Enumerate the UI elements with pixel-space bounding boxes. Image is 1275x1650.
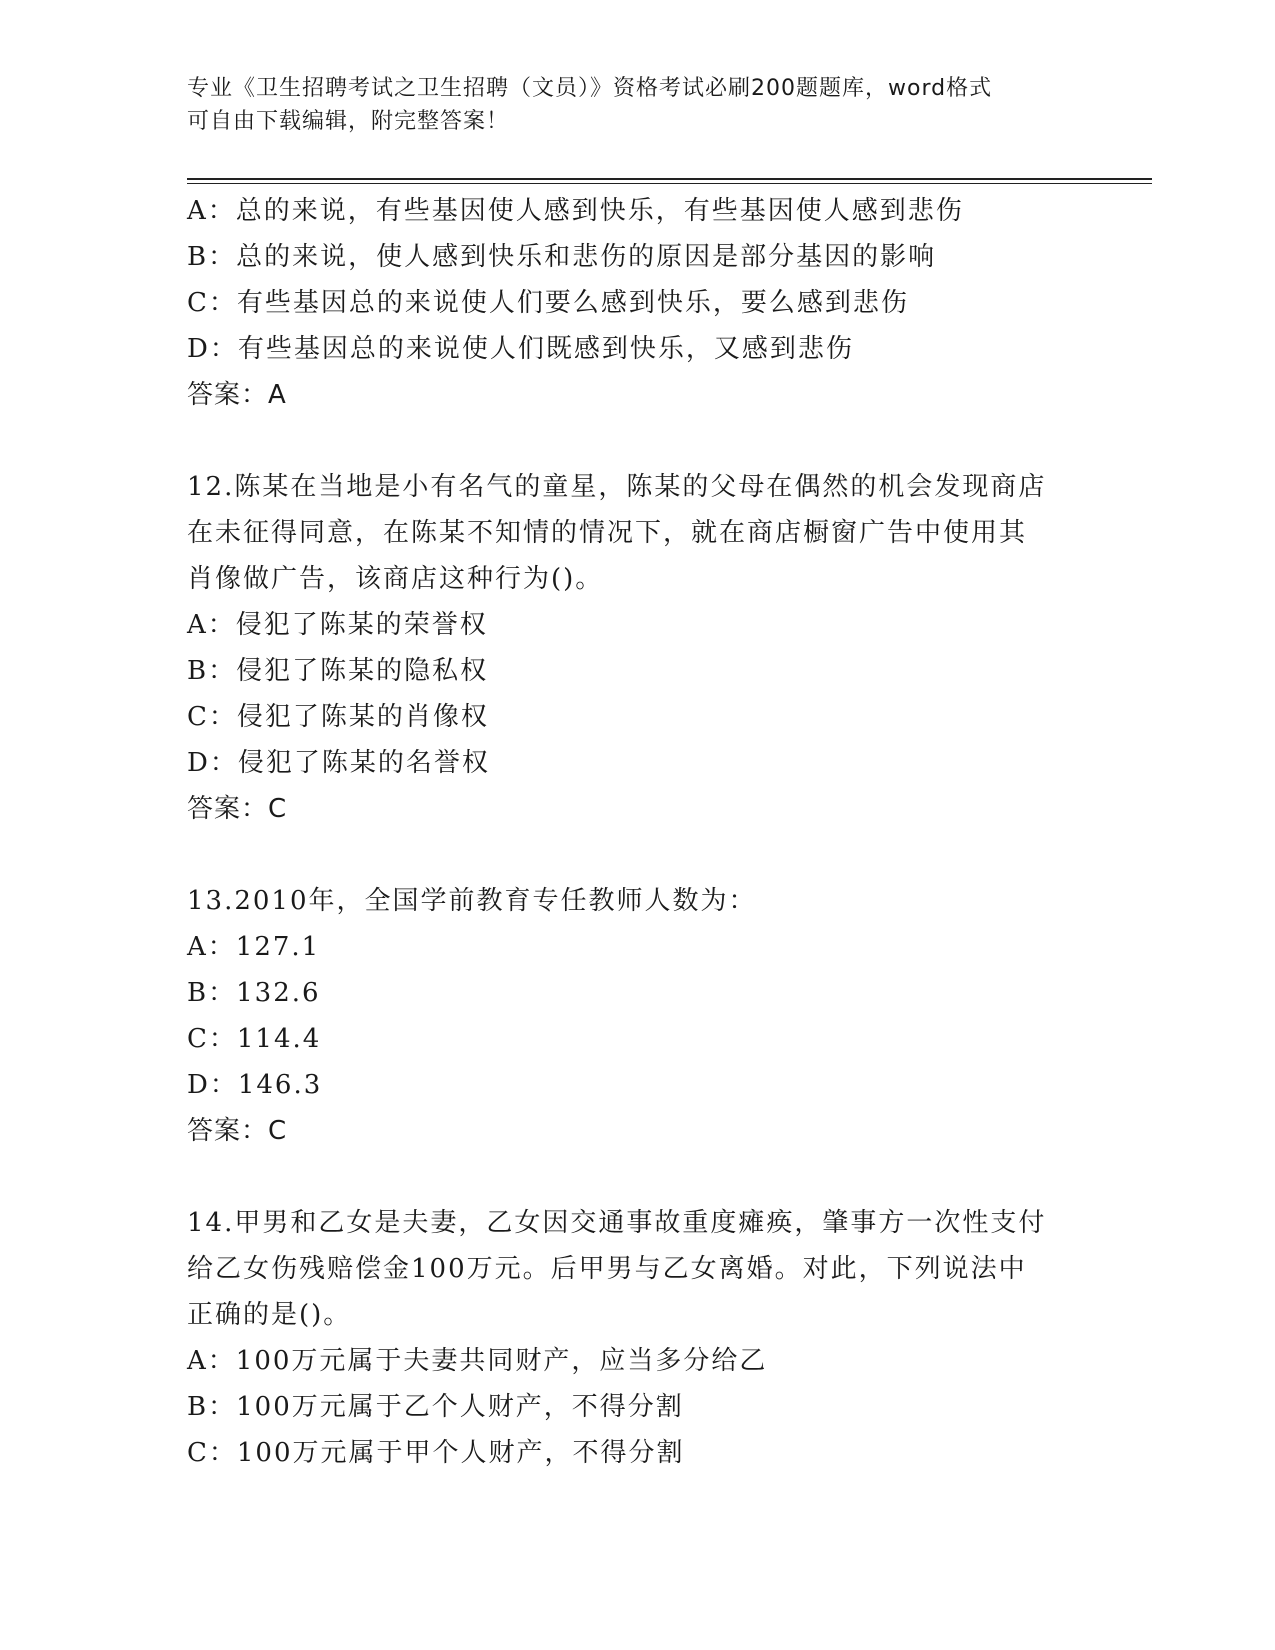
header-divider-thin bbox=[187, 183, 1152, 184]
document-header bbox=[187, 72, 1067, 138]
option-c: C：侵犯了陈某的肖像权 bbox=[187, 702, 489, 732]
question-stem-line: 在未征得同意，在陈某不知情的情况下，就在商店橱窗广告中使用其 bbox=[187, 518, 1028, 548]
question-14 bbox=[187, 1200, 1087, 1476]
option-a: A：侵犯了陈某的荣誉权 bbox=[187, 610, 488, 640]
header-line-2: 可自由下载编辑，附完整答案！ bbox=[187, 109, 510, 134]
question-13 bbox=[187, 878, 1087, 1154]
spacer bbox=[187, 832, 1087, 878]
question-12 bbox=[187, 464, 1087, 832]
option-a: A：100万元属于夫妻共同财产，应当多分给乙 bbox=[187, 1346, 768, 1376]
question-stem-line: 肖像做广告，该商店这种行为()。 bbox=[187, 564, 604, 594]
answer: 答案：A bbox=[187, 380, 287, 410]
option-d: D：146.3 bbox=[187, 1070, 323, 1100]
question-stem-line: 13.2010年，全国学前教育专任教师人数为： bbox=[187, 886, 757, 916]
option-a: A：127.1 bbox=[187, 932, 321, 962]
option-a: A：总的来说，有些基因使人感到快乐，有些基因使人感到悲伤 bbox=[187, 196, 964, 226]
question-stem-line: 给乙女伤残赔偿金100万元。后甲男与乙女离婚。对此，下列说法中 bbox=[187, 1254, 1027, 1284]
option-b: B：100万元属于乙个人财产，不得分割 bbox=[187, 1392, 684, 1422]
option-c: C：有些基因总的来说使人们要么感到快乐，要么感到悲伤 bbox=[187, 288, 909, 318]
question-stem-line: 12.陈某在当地是小有名气的童星，陈某的父母在偶然的机会发现商店 bbox=[187, 472, 1047, 502]
question-stem-line: 14.甲男和乙女是夫妻，乙女因交通事故重度瘫痪，肇事方一次性支付 bbox=[187, 1208, 1047, 1238]
answer: 答案：C bbox=[187, 1116, 288, 1146]
spacer bbox=[187, 1154, 1087, 1200]
option-d: D：侵犯了陈某的名誉权 bbox=[187, 748, 490, 778]
option-d: D：有些基因总的来说使人们既感到快乐，又感到悲伤 bbox=[187, 334, 854, 364]
option-b: B：侵犯了陈某的隐私权 bbox=[187, 656, 489, 686]
spacer bbox=[187, 418, 1087, 464]
header-line-1: 专业《卫生招聘考试之卫生招聘（文员）》资格考试必刷200题题库，word格式 bbox=[187, 76, 993, 101]
option-c: C：100万元属于甲个人财产，不得分割 bbox=[187, 1438, 685, 1468]
option-b: B：132.6 bbox=[187, 978, 321, 1008]
question-stem-line: 正确的是()。 bbox=[187, 1300, 352, 1330]
header-divider-thick bbox=[187, 178, 1152, 180]
question-content bbox=[187, 188, 1087, 1476]
option-b: B：总的来说，使人感到快乐和悲伤的原因是部分基因的影响 bbox=[187, 242, 937, 272]
question-11 bbox=[187, 188, 1087, 418]
option-c: C：114.4 bbox=[187, 1024, 322, 1054]
answer: 答案：C bbox=[187, 794, 288, 824]
